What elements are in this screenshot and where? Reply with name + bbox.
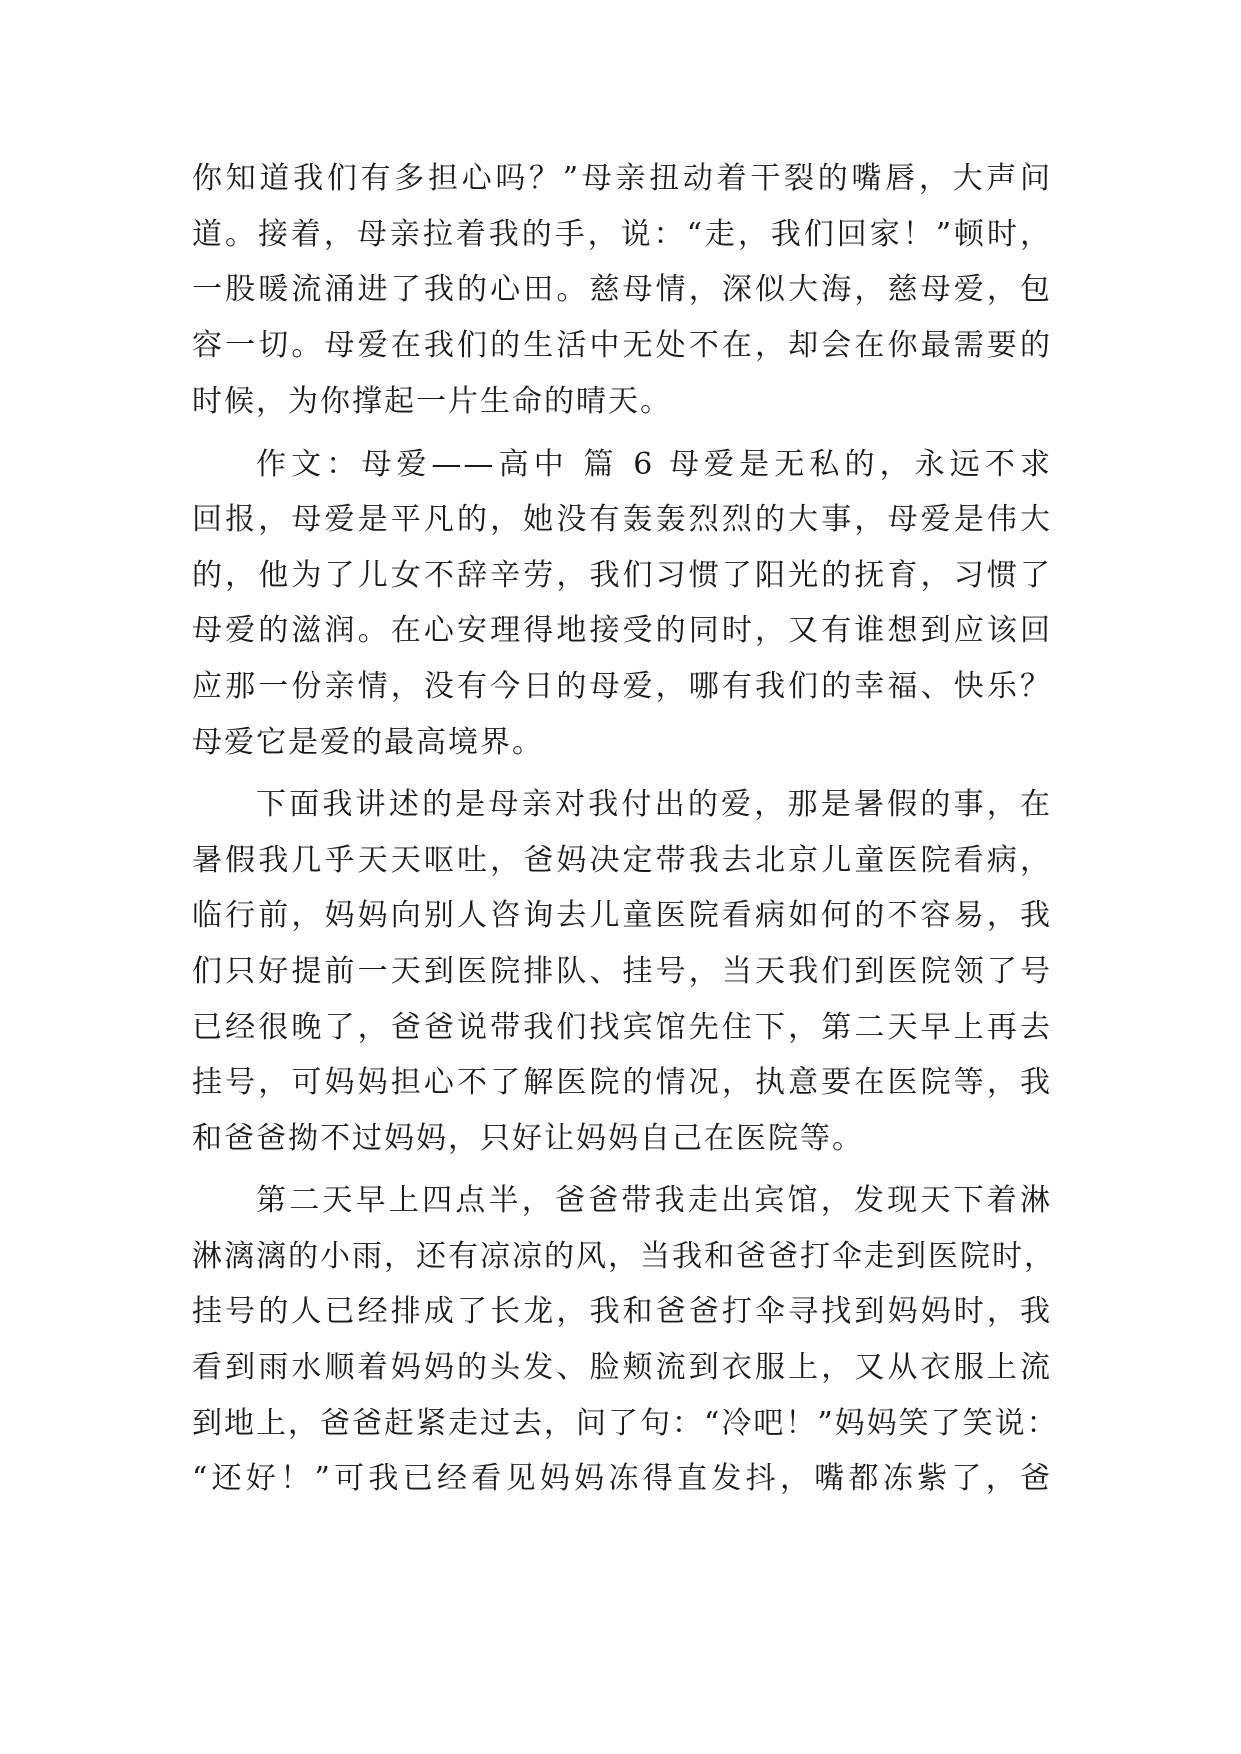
text-line: 下面我讲述的是母亲对我付出的爱，那是暑假的事，在 <box>256 787 1052 822</box>
text-line: 淋漓漓的小雨，还有凉凉的风，当我和爸爸打伞走到医院时， <box>192 1239 1056 1274</box>
text-line: 的，他为了儿女不辞辛劳，我们习惯了阳光的抚育，习惯了 <box>192 558 1052 593</box>
text-line: 应那一份亲情，没有今日的母爱，哪有我们的幸福、快乐？ <box>192 669 1052 704</box>
text-line: “还好！”可我已经看见妈妈冻得直发抖，嘴都冻紫了，爸 <box>192 1461 1052 1496</box>
text-line: 道。接着，母亲拉着我的手，说：“走，我们回家！”顿时， <box>192 217 1052 252</box>
text-line: 母爱的滋润。在心安理得地接受的同时，又有谁想到应该回 <box>192 613 1052 648</box>
section-heading-line: 作文：母爱——高中 篇 6 母爱是无私的，永远不求 <box>256 447 1052 482</box>
text-line: 母爱它是爱的最高境界。 <box>192 725 544 760</box>
text-line: 和爸爸拗不过妈妈，只好让妈妈自己在医院等。 <box>192 1121 864 1156</box>
text-line: 已经很晚了，爸爸说带我们找宾馆先住下，第二天早上再去 <box>192 1010 1052 1045</box>
text-line: 们只好提前一天到医院排队、挂号，当天我们到医院领了号 <box>192 954 1052 989</box>
text-line: 暑假我几乎天天呕吐，爸妈决定带我去北京儿童医院看病， <box>192 843 1052 878</box>
text-line: 时候，为你撑起一片生命的晴天。 <box>192 384 672 419</box>
text-line: 看到雨水顺着妈妈的头发、脸颊流到衣服上，又从衣服上流 <box>192 1350 1052 1385</box>
text-line: 到地上，爸爸赶紧走过去，问了句：“冷吧！”妈妈笑了笑说： <box>192 1406 1059 1441</box>
text-line: 第二天早上四点半，爸爸带我走出宾馆，发现天下着淋 <box>256 1183 1052 1218</box>
text-line: 你知道我们有多担心吗？”母亲扭动着干裂的嘴唇，大声问 <box>192 161 1052 196</box>
text-line: 挂号，可妈妈担心不了解医院的情况，执意要在医院等，我 <box>192 1065 1052 1100</box>
text-line: 容一切。母爱在我们的生活中无处不在，却会在你最需要的 <box>192 328 1052 363</box>
text-line: 一股暖流涌进了我的心田。慈母情，深似大海，慈母爱，包 <box>192 272 1052 307</box>
text-line: 临行前，妈妈向别人咨询去儿童医院看病如何的不容易，我 <box>192 898 1052 933</box>
text-line: 挂号的人已经排成了长龙，我和爸爸打伞寻找到妈妈时，我 <box>192 1294 1052 1329</box>
text-line: 回报，母爱是平凡的，她没有轰轰烈烈的大事，母爱是伟大 <box>192 502 1052 537</box>
